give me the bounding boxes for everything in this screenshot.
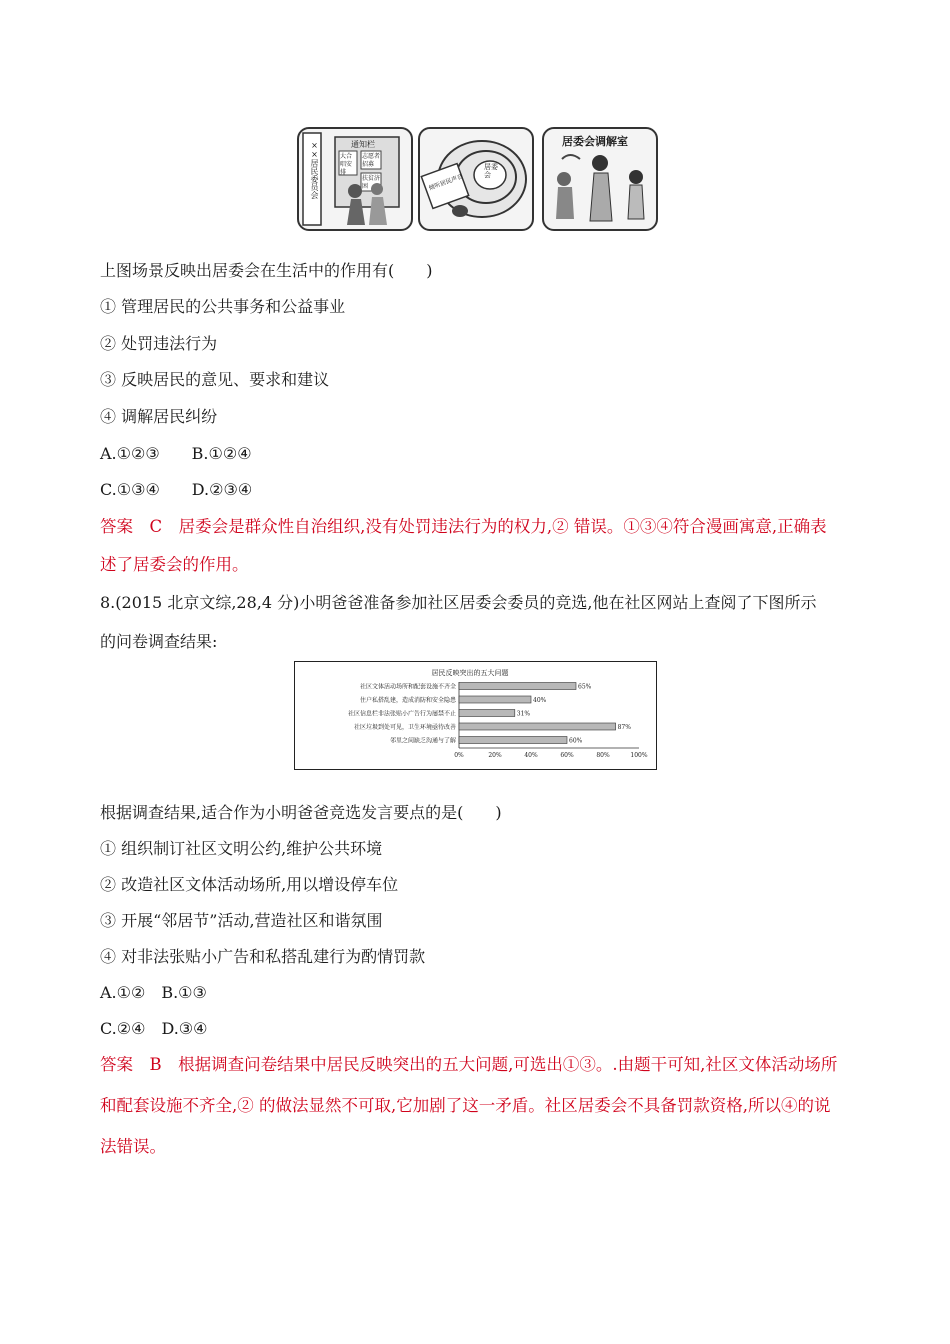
survey-bar-chart bbox=[295, 662, 656, 769]
notice-item-3: 扶贫济困 bbox=[362, 175, 381, 190]
plaque-text: ××居民委员会 bbox=[310, 141, 319, 199]
q8-stem-2: 根据调查结果,适合作为小明爸爸竞选发言要点的是( ) bbox=[100, 803, 502, 822]
mediation-room-title: 居委会调解室 bbox=[562, 135, 628, 148]
bubble-label: 居委会 bbox=[484, 163, 498, 179]
q7-answer-line-1: 答案 C 居委会是群众性自治组织,没有处罚违法行为的权力,② 错误。①③④符合漫画寓意,正确表 bbox=[100, 517, 827, 536]
q8-stem-line-2: 的问卷调查结果: bbox=[100, 632, 218, 651]
x-tick-label: 80% bbox=[596, 752, 610, 759]
bar-value-label: 60% bbox=[569, 737, 583, 745]
cartoon-panel-ear bbox=[418, 127, 534, 231]
q8-stem-line-1: 8.(2015 北京文综,28,4 分)小明爸爸准备参加社区居委会委员的竞选,他在社区网站上查阅了下图所示 bbox=[100, 593, 817, 612]
q7-option-1: ① 管理居民的公共事务和公益事业 bbox=[100, 297, 346, 316]
bar bbox=[459, 696, 531, 703]
category-label: 邻里之间缺乏沟通与了解 bbox=[389, 737, 456, 745]
bar-value-label: 87% bbox=[617, 724, 631, 731]
q7-choices-ab: A.①②③ B.①②④ bbox=[100, 444, 252, 463]
q7-stem: 上图场景反映出居委会在生活中的作用有( ) bbox=[100, 261, 433, 280]
notice-title: 通知栏 bbox=[351, 140, 375, 149]
bar bbox=[459, 737, 567, 744]
q8-option-4: ④ 对非法张贴小广告和私搭乱建行为酌情罚款 bbox=[100, 947, 426, 966]
q8-option-2: ② 改造社区文体活动场所,用以增设停车位 bbox=[100, 875, 399, 894]
notice-item-1: 大合唱安排 bbox=[340, 153, 353, 176]
cartoon-panel-notice bbox=[297, 127, 413, 231]
sign-label: 倾听居民声音 bbox=[427, 173, 465, 192]
x-tick-label: 100% bbox=[630, 752, 648, 759]
cartoon-panel-mediation bbox=[542, 127, 658, 231]
category-label: 社区信息栏非法张贴小广告行为屡禁不止 bbox=[347, 710, 456, 718]
bar bbox=[459, 683, 576, 690]
notice-item-2: 志愿者招募 bbox=[362, 153, 381, 168]
q7-option-3: ③ 反映居民的意见、要求和建议 bbox=[100, 370, 330, 389]
bar bbox=[459, 723, 616, 730]
q8-answer-line-3: 法错误。 bbox=[100, 1137, 166, 1156]
bar-value-label: 31% bbox=[516, 710, 531, 718]
q8-answer-line-2: 和配套设施不齐全,② 的做法显然不可取,它加剧了这一矛盾。社区居委会不具备罚款资格,所以④的说 bbox=[100, 1096, 831, 1115]
q8-option-1: ① 组织制订社区文明公约,维护公共环境 bbox=[100, 839, 383, 858]
q8-answer-line-1: 答案 B 根据调查问卷结果中居民反映突出的五大问题,可选出①③。.由题干可知,社区文体活动场所 bbox=[100, 1055, 838, 1074]
x-tick-label: 20% bbox=[488, 752, 502, 759]
q7-option-4: ④ 调解居民纠纷 bbox=[100, 407, 218, 426]
survey-chart bbox=[294, 661, 657, 770]
q8-option-3: ③ 开展“邻居节”活动,营造社区和谐氛围 bbox=[100, 911, 383, 930]
q8-choices-cd: C.②④ D.③④ bbox=[100, 1019, 208, 1038]
q7-choices-cd: C.①③④ D.②③④ bbox=[100, 480, 253, 499]
category-label: 社区垃圾到处可见，卫生环境亟待改善 bbox=[353, 724, 456, 731]
q7-option-2: ② 处罚违法行为 bbox=[100, 334, 218, 353]
bar-value-label: 40% bbox=[533, 697, 547, 704]
ear-illustration bbox=[420, 129, 532, 229]
category-label: 社区文体活动场所和配套设施不齐全 bbox=[359, 683, 456, 691]
category-label: 住户私搭乱建，造成消防和安全隐患 bbox=[359, 697, 456, 704]
chart-title: 居民反映突出的五大问题 bbox=[431, 669, 509, 677]
x-tick-label: 60% bbox=[560, 752, 574, 759]
q7-answer-line-2: 述了居委会的作用。 bbox=[100, 555, 249, 574]
q8-choices-ab: A.①② B.①③ bbox=[100, 983, 207, 1002]
bar-value-label: 65% bbox=[578, 683, 592, 691]
x-tick-label: 40% bbox=[524, 752, 538, 759]
x-tick-label: 0% bbox=[454, 752, 464, 759]
bar bbox=[459, 710, 515, 717]
